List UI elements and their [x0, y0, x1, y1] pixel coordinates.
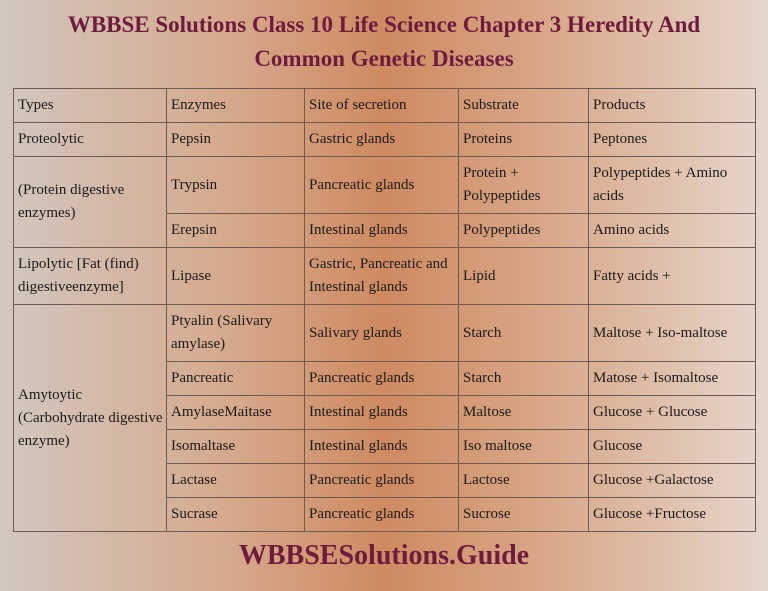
product-cell: Glucose: [589, 430, 756, 464]
substrate-cell: Sucrose: [459, 498, 589, 532]
enzyme-cell: Pepsin: [167, 123, 305, 157]
product-cell: Peptones: [589, 123, 756, 157]
substrate-cell: Lipid: [459, 248, 589, 305]
enzyme-cell: Erepsin: [167, 214, 305, 248]
site-cell: Intestinal glands: [305, 214, 459, 248]
site-cell: Salivary glands: [305, 305, 459, 362]
page-title: [0, 8, 768, 76]
type-cell: (Protein digestive enzymes): [14, 157, 167, 248]
header-site: Site of secretion: [305, 89, 459, 123]
enzyme-table: [13, 88, 756, 532]
product-cell: Matose + Isomaltose: [589, 362, 756, 396]
table-header-row: [14, 89, 756, 123]
product-cell: Maltose + Iso-maltose: [589, 305, 756, 362]
header-types: Types: [14, 89, 167, 123]
type-cell: Amytoytic (Carbohydrate digestive enzyme): [14, 305, 167, 532]
site-cell: Intestinal glands: [305, 396, 459, 430]
product-cell: Glucose +Fructose: [589, 498, 756, 532]
site-cell: Gastric, Pancreatic and Intestinal glands: [305, 248, 459, 305]
substrate-cell: Protein + Polypeptides: [459, 157, 589, 214]
substrate-cell: Iso maltose: [459, 430, 589, 464]
substrate-cell: Polypeptides: [459, 214, 589, 248]
substrate-cell: Starch: [459, 362, 589, 396]
table-row: [14, 248, 756, 305]
type-cell: Lipolytic [Fat (find) digestiveenzyme]: [14, 248, 167, 305]
enzyme-cell: Trypsin: [167, 157, 305, 214]
product-cell: Glucose + Glucose: [589, 396, 756, 430]
header-enzymes: Enzymes: [167, 89, 305, 123]
type-cell: Proteolytic: [14, 123, 167, 157]
site-cell: Pancreatic glands: [305, 464, 459, 498]
enzyme-cell: AmylaseMaitase: [167, 396, 305, 430]
product-cell: Fatty acids +: [589, 248, 756, 305]
header-substrate: Substrate: [459, 89, 589, 123]
site-cell: Gastric glands: [305, 123, 459, 157]
header-products: Products: [589, 89, 756, 123]
site-watermark: WBBSESolutions.Guide: [238, 540, 530, 571]
table-row: [14, 157, 756, 214]
substrate-cell: Lactose: [459, 464, 589, 498]
site-cell: Intestinal glands: [305, 430, 459, 464]
site-cell: Pancreatic glands: [305, 498, 459, 532]
enzyme-cell: Ptyalin (Salivary amylase): [167, 305, 305, 362]
enzyme-cell: Pancreatic: [167, 362, 305, 396]
enzyme-cell: Lactase: [167, 464, 305, 498]
substrate-cell: Starch: [459, 305, 589, 362]
enzyme-cell: Isomaltase: [167, 430, 305, 464]
substrate-cell: Maltose: [459, 396, 589, 430]
enzyme-cell: Sucrase: [167, 498, 305, 532]
site-cell: Pancreatic glands: [305, 362, 459, 396]
table-row: [14, 123, 756, 157]
product-cell: Polypeptides + Amino acids: [589, 157, 756, 214]
title-line-2: Common Genetic Diseases: [254, 46, 514, 71]
enzyme-cell: Lipase: [167, 248, 305, 305]
product-cell: Amino acids: [589, 214, 756, 248]
product-cell: Glucose +Galactose: [589, 464, 756, 498]
substrate-cell: Proteins: [459, 123, 589, 157]
site-cell: Pancreatic glands: [305, 157, 459, 214]
table-row: [14, 305, 756, 362]
title-line-1: WBBSE Solutions Class 10 Life Science Chapter 3 Heredity And: [67, 12, 701, 37]
